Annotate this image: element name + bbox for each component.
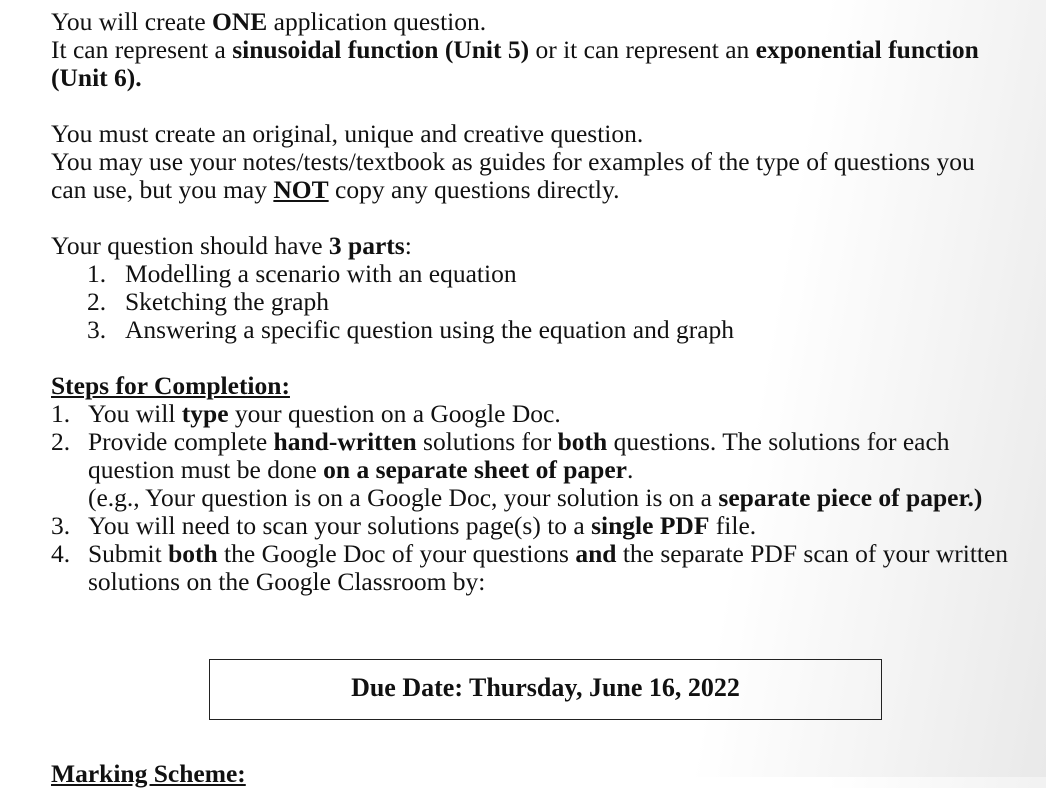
parts-intro [51,232,1011,260]
originality-line-2 [51,148,1011,204]
step-emphasis: and [575,539,617,568]
list-item [51,540,1011,596]
intro-line-2 [51,36,1011,92]
not-emphasis: NOT [273,175,329,204]
intro-one-emphasis: ONE [212,7,268,36]
assignment-instructions [51,8,1011,596]
list-item-text: Modelling a scenario with an equation [125,259,517,288]
step-emphasis: on a separate sheet of paper [323,455,627,484]
parts-list [51,260,1011,344]
step-text: your question on a Google Doc. [228,399,561,428]
steps-heading-text: Steps for Completion: [51,371,290,400]
step-text: the Google Doc of your questions [217,539,576,568]
list-number: 4. [51,539,71,568]
step-emphasis: both [557,427,608,456]
intro-text: or it can represent an [529,35,756,64]
step-text: Provide complete [88,427,274,456]
step-text: . [626,455,634,484]
step-text: solutions for [416,427,558,456]
intro-text: It can represent a [51,35,233,64]
originality-text: copy any questions directly. [328,175,620,204]
three-parts-emphasis: 3 parts [328,231,405,260]
list-number: 3. [87,315,107,344]
intro-text: You will create [51,7,213,36]
list-item [87,260,1011,288]
list-item-text: Sketching the graph [125,287,329,316]
originality-text: You may use your notes/tests/textbook as guides for examples of the type of questions you can use, but you may [51,147,975,204]
originality-line-1: You must create an original, unique and creative question. [51,119,644,148]
list-number: 1. [87,259,107,288]
list-item [87,288,1011,316]
list-item [51,428,1011,512]
step-text: (e.g., Your question is on a Google Doc, your solution is on a [88,483,719,512]
steps-list [51,400,1011,596]
intro-line-1 [51,8,1011,36]
exponential-emphasis: exponential function (Unit 6). [51,35,979,92]
marking-scheme-heading: Marking Scheme: [51,759,246,788]
step-emphasis: type [181,399,229,428]
sinusoidal-emphasis: sinusoidal function (Unit 5) [232,35,530,64]
step-text: file. [709,511,757,540]
due-date-box: Due Date: Thursday, June 16, 2022 [209,659,882,720]
list-item [87,316,1011,344]
step-emphasis: hand-written [273,427,417,456]
list-item [51,400,1011,428]
list-item-text: Answering a specific question using the equation and graph [125,315,735,344]
parts-intro-text: Your question should have [51,231,329,260]
step-text: questions. The solutions for each question must be done [88,427,950,484]
step-text: the separate PDF scan of your written solutions on the Google Classroom by: [88,539,1009,596]
step-emphasis: both [168,539,218,568]
step-emphasis: separate piece of paper.) [718,483,983,512]
list-item [51,512,1011,540]
list-number: 2. [51,427,71,456]
intro-text: application question. [267,7,487,36]
parts-intro-text: : [404,231,412,260]
step-text: Submit [88,539,169,568]
list-number: 3. [51,511,71,540]
list-number: 1. [51,399,71,428]
steps-heading [51,372,1011,400]
step-text: You will [88,399,182,428]
step-text: You will need to scan your solutions page(s) to a [88,511,592,540]
list-number: 2. [87,287,107,316]
step-emphasis: single PDF [591,511,710,540]
